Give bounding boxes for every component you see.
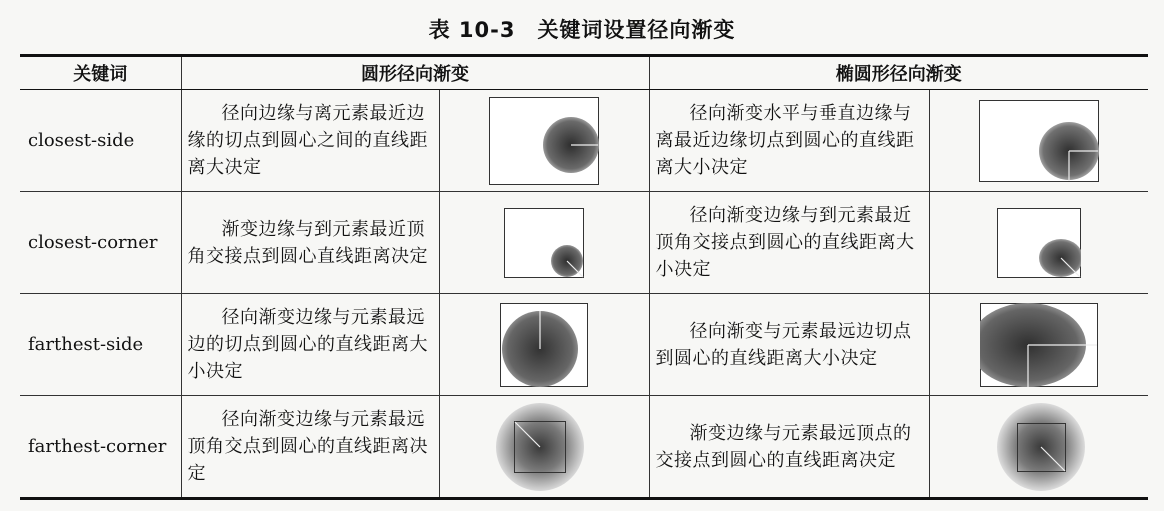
table-row [20,90,1148,192]
ellipse-figure [929,294,1148,396]
closest-corner-ellipse-diagram [997,208,1081,278]
closest-side-circle-diagram [489,97,599,185]
header-row [20,56,1148,90]
header-circle: 圆形径向渐变 [181,56,649,90]
keyword-table [20,54,1148,500]
circle-figure [439,90,649,192]
farthest-corner-circle-diagram [496,401,592,493]
circle-description: 渐变边缘与到元素最近顶角交接点到圆心直线距离决定 [181,192,439,294]
circle-figure [439,396,649,499]
circle-description: 径向渐变边缘与元素最远边的切点到圆心的直线距离大小决定 [181,294,439,396]
header-ellipse: 椭圆形径向渐变 [649,56,1148,90]
ellipse-description: 径向渐变水平与垂直边缘与离最近边缘切点到圆心的直线距离大小决定 [649,90,929,192]
ellipse-description: 径向渐变边缘与到元素最近顶角交接点到圆心的直线距离大小决定 [649,192,929,294]
keyword-cell: closest-corner [20,192,181,294]
ellipse-figure [929,90,1148,192]
table-title: 关键词设置径向渐变 [537,18,736,42]
ellipse-description: 渐变边缘与元素最远顶点的交接点到圆心的直线距离决定 [649,396,929,499]
table-row [20,192,1148,294]
ellipse-figure [929,192,1148,294]
ellipse-figure [929,396,1148,499]
closest-side-ellipse-diagram [979,100,1099,182]
ellipse-description: 径向渐变与元素最远边切点到圆心的直线距离大小决定 [649,294,929,396]
circle-description: 径向边缘与离元素最近边缘的切点到圆心之间的直线距离大决定 [181,90,439,192]
table-row [20,396,1148,499]
header-keyword: 关键词 [20,56,181,90]
table-number: 表 10-3 [428,18,516,42]
farthest-side-circle-diagram [500,303,588,387]
closest-corner-circle-diagram [504,208,584,278]
farthest-corner-ellipse-diagram [991,401,1087,493]
keyword-cell: closest-side [20,90,181,192]
keyword-cell: farthest-corner [20,396,181,499]
circle-figure [439,294,649,396]
keyword-cell: farthest-side [20,294,181,396]
farthest-side-ellipse-diagram [980,303,1098,387]
table-row [20,294,1148,396]
circle-description: 径向渐变边缘与元素最远顶角交点到圆心的直线距离决定 [181,396,439,499]
circle-figure [439,192,649,294]
table-caption [0,14,1164,44]
